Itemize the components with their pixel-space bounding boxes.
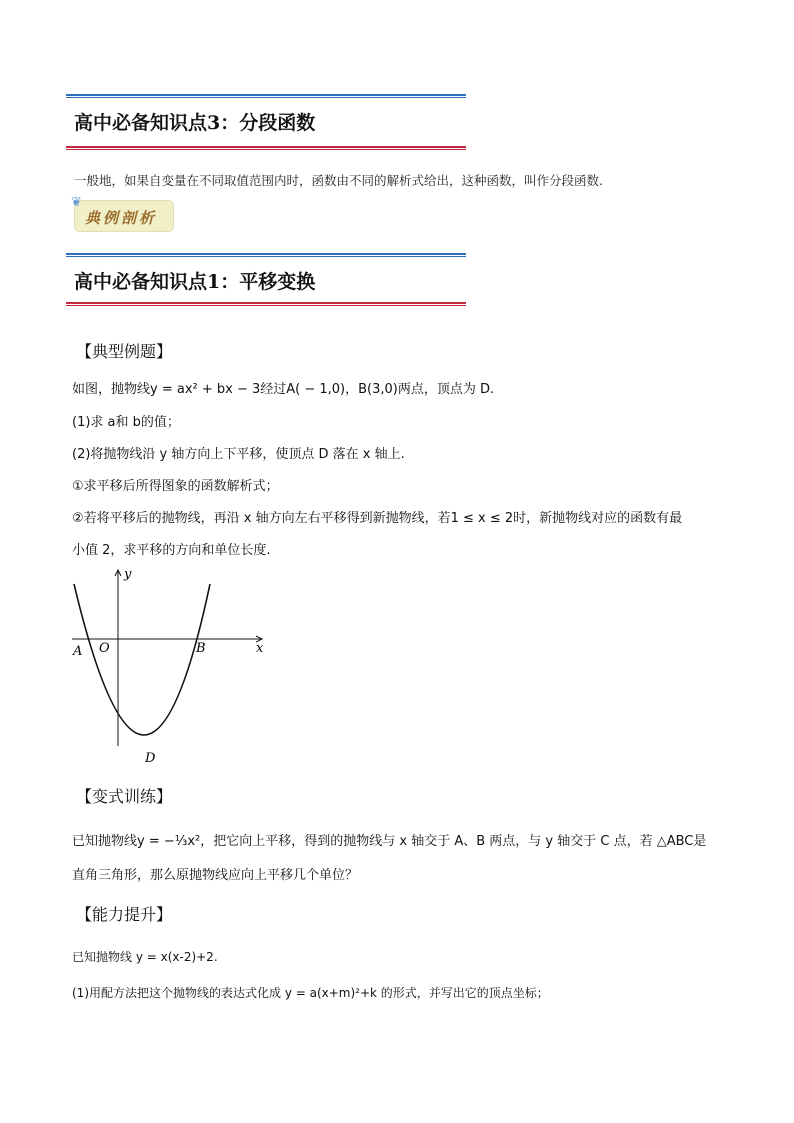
section-label-example: 【典型例题】 xyxy=(76,342,173,361)
parabola-curve xyxy=(74,584,210,735)
example-analysis-badge xyxy=(71,195,174,232)
top-rule-blue-1 xyxy=(66,94,466,99)
example-line-1: 如图，抛物线y = ax² + bx − 3经过A( − 1,0)，B(3,0)两点，顶点为 D. xyxy=(72,382,495,397)
example-line-3: (2)将抛物线沿 y 轴方向上下平移，使顶点 D 落在 x 轴上. xyxy=(72,447,405,462)
top-rule-blue-2 xyxy=(66,253,466,258)
example-line-6: 小值 2，求平移的方向和单位长度. xyxy=(72,543,271,558)
example-line-5: ②若将平移后的抛物线，再沿 x 轴方向左右平移得到新抛物线，若1 ≤ x ≤ 2时，新抛物线对应的函数有最 xyxy=(72,511,683,526)
ability-line-2: (1)用配方法把这个抛物线的表达式化成 y = a(x+m)²+k 的形式，并写出它的顶点坐标； xyxy=(72,986,549,1000)
butterfly-icon: ❦ xyxy=(71,195,82,210)
point-a-label: A xyxy=(73,644,83,659)
parabola-graph xyxy=(66,566,270,768)
badge-label: 典例剖析 xyxy=(85,209,158,227)
example-line-4: ①求平移后所得图象的函数解析式； xyxy=(72,479,279,494)
variant-line-1: 已知抛物线y = −⅓x²，把它向上平移，得到的抛物线与 x 轴交于 A、B 两点，与 y 轴交于 C 点，若 △ABC是 xyxy=(72,834,707,849)
heading-piecewise-function: 高中必备知识点3：分段函数 xyxy=(74,112,316,134)
y-axis-label: y xyxy=(124,567,132,582)
section-label-variant: 【变式训练】 xyxy=(76,787,173,806)
origin-label: O xyxy=(99,641,110,656)
bottom-rule-red-1 xyxy=(66,146,466,151)
heading-translation-transform: 高中必备知识点1：平移变换 xyxy=(74,271,316,293)
variant-line-2: 直角三角形，那么原抛物线应向上平移几个单位？ xyxy=(72,868,359,883)
section-label-ability: 【能力提升】 xyxy=(76,905,173,924)
point-b-label: B xyxy=(196,641,206,656)
x-axis-label: x xyxy=(256,641,264,656)
example-line-2: (1)求 a和 b的值； xyxy=(72,415,180,430)
ability-line-1: 已知抛物线 y = x(x-2)+2. xyxy=(72,950,218,964)
bottom-rule-red-2 xyxy=(66,302,466,307)
intro-definition-text: 一般地，如果自变量在不同取值范围内时，函数由不同的解析式给出，这种函数，叫作分段函数. xyxy=(74,173,603,188)
vertex-d-label: D xyxy=(145,751,156,766)
